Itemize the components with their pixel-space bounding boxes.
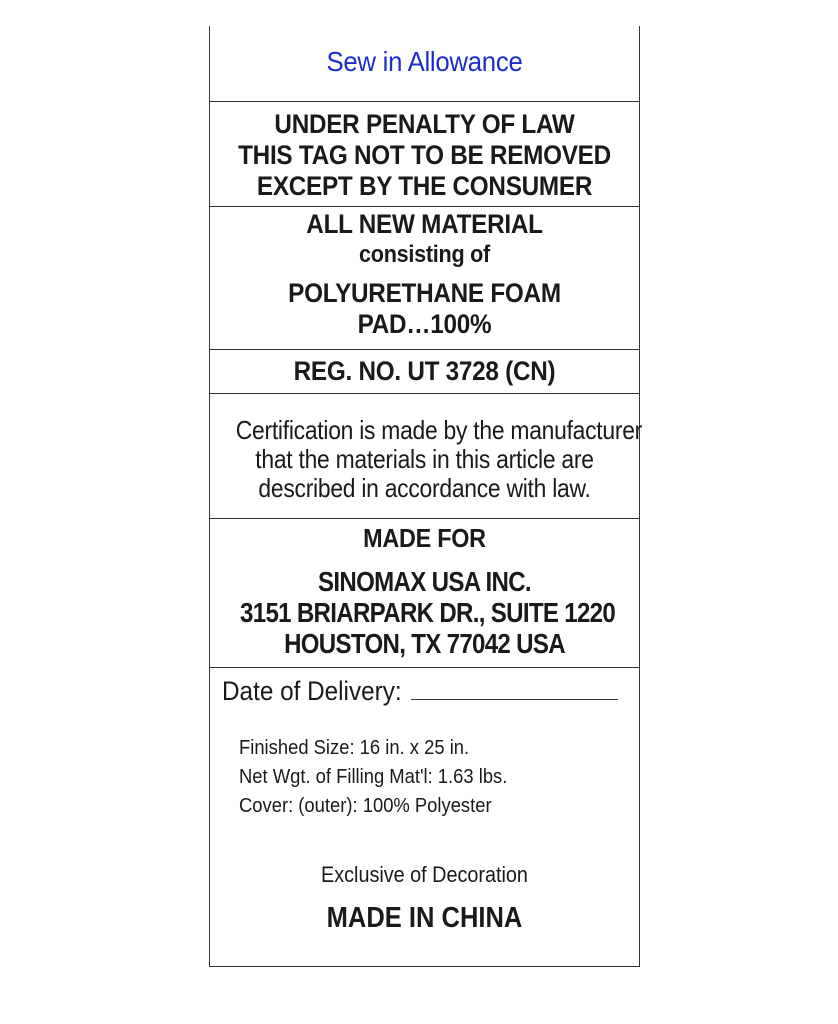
warning-line-2: THIS TAG NOT TO BE REMOVED <box>238 140 611 170</box>
material-line-1: ALL NEW MATERIAL <box>306 209 543 239</box>
sew-in-allowance-text: Sew in Allowance <box>326 46 523 77</box>
registration-number: REG. NO. UT 3728 (CN) <box>293 356 556 386</box>
law-label-tag <box>209 26 643 967</box>
allowance-section <box>210 26 639 102</box>
net-weight: Net Wgt. of Filling Mat'l: 1.63 lbs. <box>239 766 508 788</box>
certification-line-1: Certification is made by the manufacturer <box>235 415 643 445</box>
product-details <box>239 734 507 821</box>
finished-size: Finished Size: 16 in. x 25 in. <box>239 737 470 759</box>
warning-line-1: UNDER PENALTY OF LAW <box>274 109 575 139</box>
cover-material: Cover: (outer): 100% Polyester <box>239 795 492 817</box>
delivery-label: Date of Delivery: <box>222 676 402 706</box>
company-name: SINOMAX USA INC. <box>318 566 531 597</box>
delivery-date-field <box>222 676 618 707</box>
city-address: HOUSTON, TX 77042 USA <box>284 628 565 659</box>
made-for-heading: MADE FOR <box>363 523 486 553</box>
certification-line-2: that the materials in this article are <box>255 444 594 474</box>
certification-section <box>210 394 643 519</box>
warning-section <box>210 102 639 207</box>
made-for-section <box>210 519 639 668</box>
made-in-china: MADE IN CHINA <box>326 902 523 934</box>
exclusive-of-decoration: Exclusive of Decoration <box>321 862 528 887</box>
certification-line-3: described in accordance with law. <box>258 473 591 503</box>
material-line-2: consisting of <box>359 241 490 268</box>
material-line-4: PAD…100% <box>357 309 492 339</box>
material-section <box>210 207 639 350</box>
street-address: 3151 BRIARPARK DR., SUITE 1220 <box>240 597 616 628</box>
registration-section <box>210 350 639 394</box>
delivery-blank-line <box>411 679 618 700</box>
material-line-3: POLYURETHANE FOAM <box>288 278 561 308</box>
warning-line-3: EXCEPT BY THE CONSUMER <box>256 171 593 201</box>
